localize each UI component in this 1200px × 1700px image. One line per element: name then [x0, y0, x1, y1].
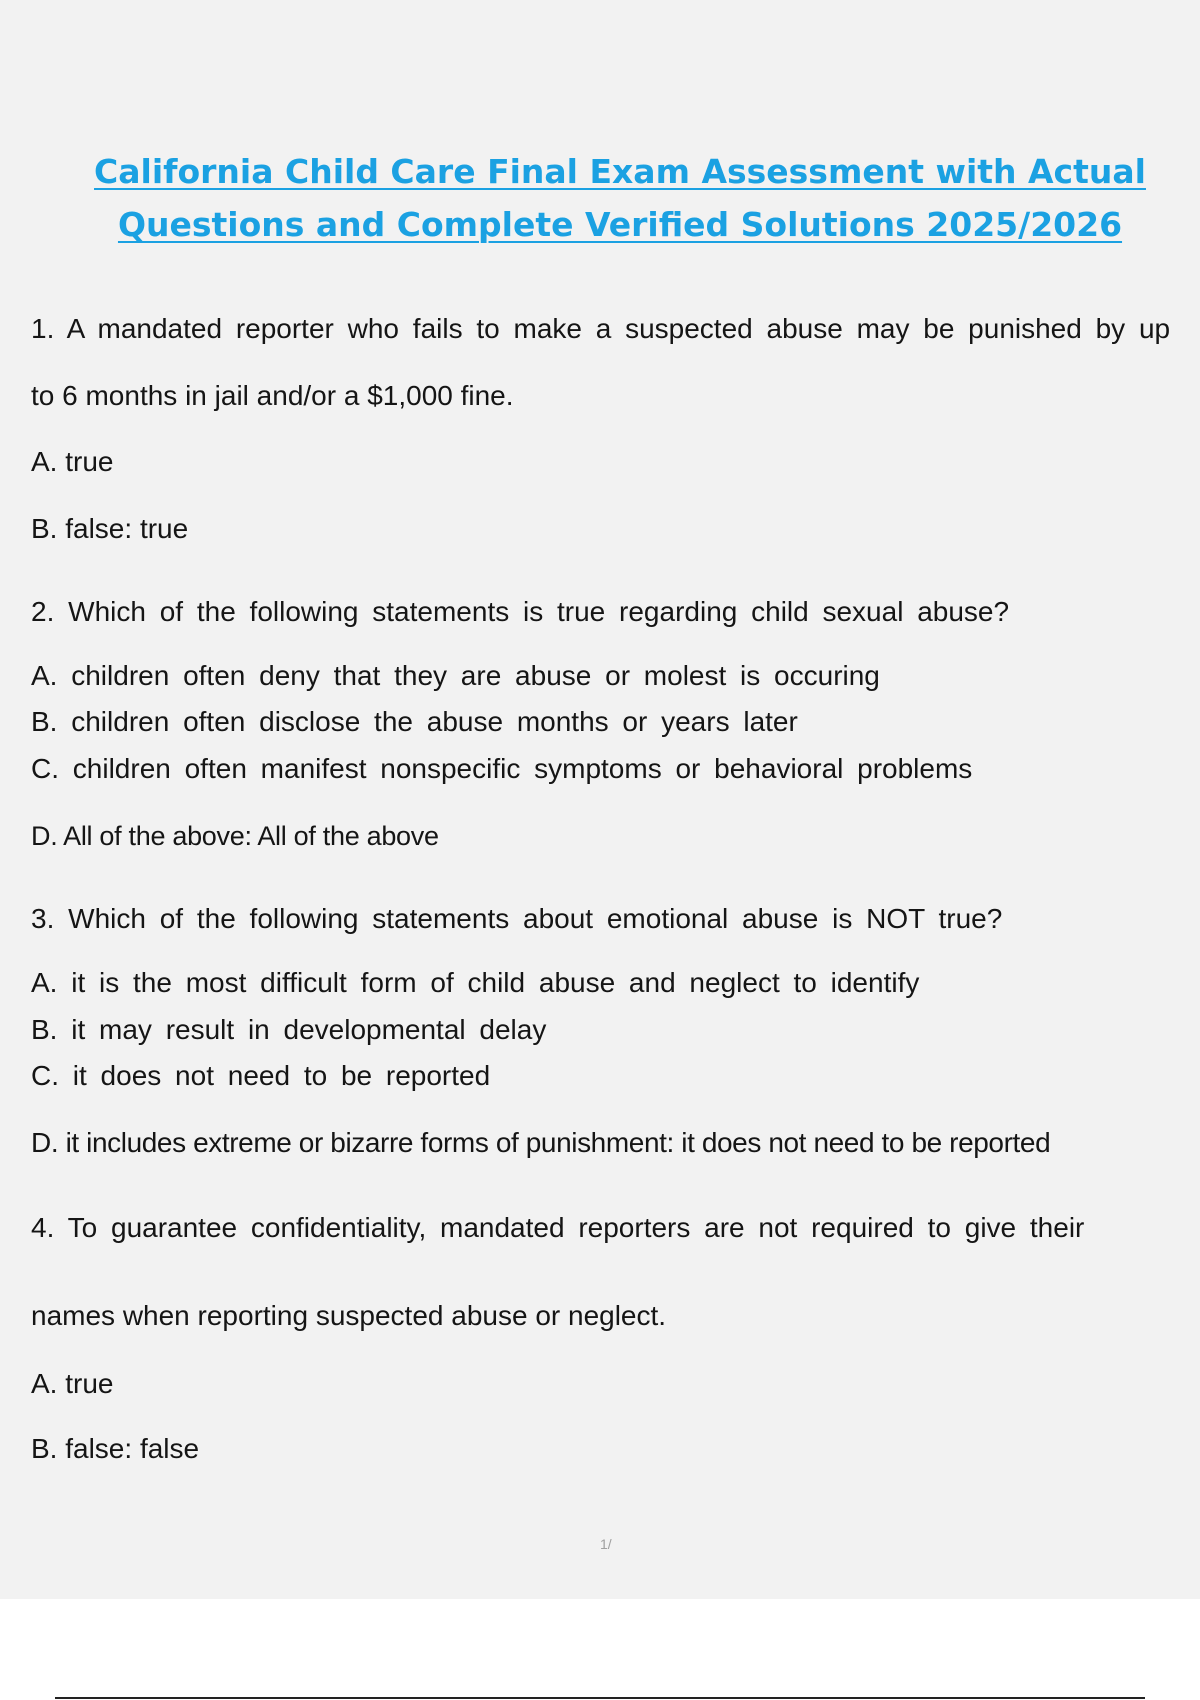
question-4-number: 4.	[31, 1212, 55, 1243]
question-3-text	[31, 901, 1002, 937]
question-3-option-d: D. it includes extreme or bizarre forms of punishment: it does not need to be reported	[31, 1127, 1051, 1158]
question-3-option-a: A. it is the most difficult form of child abuse and neglect to identify	[31, 967, 920, 998]
question-2-option-c: C. children often manifest nonspecific symptoms or behavioral problems	[31, 753, 973, 784]
question-4-text-line-1	[31, 1210, 1084, 1246]
title-line-1: California Child Care Final Exam Assessment with Actual	[94, 152, 1146, 191]
page-marker: 1/	[600, 1536, 612, 1552]
question-1-text-line-1	[31, 311, 1170, 347]
question-2-option-b: B. children often disclose the abuse months or years later	[31, 706, 798, 737]
question-1-option-a: A. true	[31, 446, 114, 477]
question-4-prompt: To guarantee confidentiality, mandated reporters are not required to give their	[67, 1212, 1085, 1243]
bottom-divider	[55, 1697, 1145, 1699]
question-3-prompt: Which of the following statements about emotional abuse is NOT true?	[68, 903, 1003, 934]
question-4-text-line-2: names when reporting suspected abuse or neglect.	[31, 1300, 667, 1331]
title-line-2: Questions and Complete Verified Solutions 2025/2026	[117, 205, 1123, 244]
question-1-option-b: B. false: true	[31, 513, 189, 544]
question-3-option-c: C. it does not need to be reported	[31, 1060, 491, 1091]
question-1-number: 1.	[31, 313, 55, 344]
question-3-number: 3.	[31, 903, 55, 934]
question-2-option-d: D. All of the above: All of the above	[31, 821, 439, 851]
question-4-option-b: B. false: false	[31, 1433, 200, 1464]
question-3-option-b: B. it may result in developmental delay	[31, 1014, 547, 1045]
document-title	[0, 145, 1200, 251]
question-2-prompt: Which of the following statements is true regarding child sexual abuse?	[68, 596, 1010, 627]
question-2-number: 2.	[31, 596, 55, 627]
question-2-option-a: A. children often deny that they are abuse or molest is occuring	[31, 660, 880, 691]
question-1-prompt: A mandated reporter who fails to make a suspected abuse may be punished by up	[66, 313, 1171, 344]
question-2-text	[31, 594, 1009, 630]
question-4-option-a: A. true	[31, 1368, 114, 1399]
question-1-text-line-2: to 6 months in jail and/or a $1,000 fine.	[31, 380, 514, 411]
